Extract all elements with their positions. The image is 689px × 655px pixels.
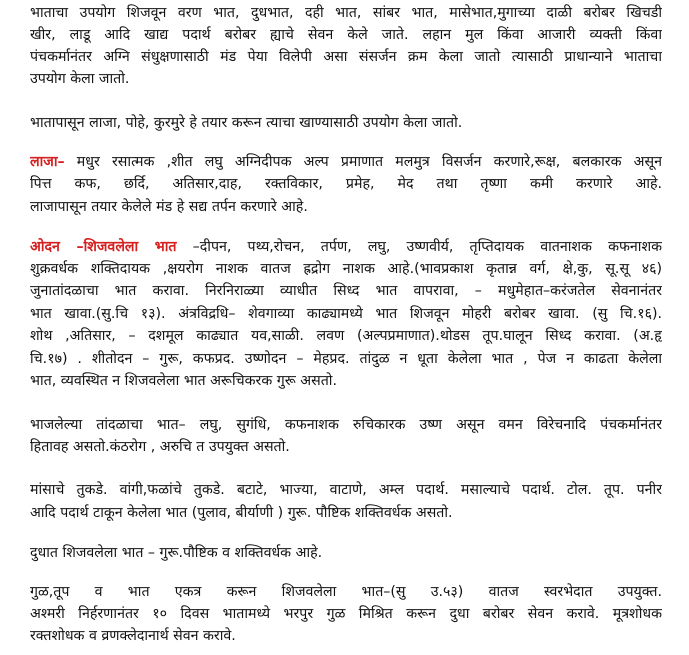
- odan-paragraph-line-4: भात खावा.(सु.चि १३). अंत्रविद्रधि– शेवगाव्या काढ्यामध्ये भात शिजवून मोहरी बरोबर खावा. (सु चि.१६).: [30, 306, 662, 322]
- odan-paragraph-line-3: जुनातांदळाचा भात करावा. निरनिराळ्या व्याधीत सिध्द भात वापरावा, – मधुमेहात–करंजतेल सेवनानंतर: [30, 283, 662, 299]
- paragraph-8-line-2: अश्मरी निर्हरणानंतर १० दिवस भातामध्ये भरपुर गुळ मिश्रित करून दुधा बरोबर सेवन करावे. मूत्रशोधक: [30, 606, 662, 622]
- odan-paragraph-line-6: चि.१७) . शीतोदन – गुरू, कफप्रद. उष्णोदन – मेहप्रद. तांदुळ न धूता केलेला भात , पेज न काढता केलेला: [30, 351, 662, 367]
- odan-paragraph-line-5: शोथ ,अतिसार, – दशमूल काढ्यात यव,साळी. लवण (अल्पप्रमाणात).थोडस तूप.घालून सिध्द करावा. (अ.हृ: [30, 328, 662, 344]
- paragraph-1-line-4: उपयोग केला जातो.: [30, 71, 130, 87]
- paragraph-1-line-3: पंचकर्मानंतर अग्नि संधुक्षणासाठी मंड पेया विलेपी असा संसर्जन क्रम केला जातो त्यासाठी प्राधान्याने भाताचा: [30, 49, 662, 65]
- paragraph-8-line-1: गुळ,तूप व भात एकत्र करून शिजवलेला भात–(सु उ.५३) वातज स्वरभेदात उपयुक्त.: [30, 584, 662, 600]
- paragraph-1-line-1: भाताचा उपयोग शिजवून वरण भात, दुधभात, दही भात, सांबर भात, मासेभात,मुगाच्या दाळी बरोबर खिचडी: [30, 5, 662, 21]
- odan-first-line-text: –दीपन, पथ्य,रोचन, तर्पण, लघु, उष्णवीर्य, तृप्तिदायक वातनाशक कफनाशक: [176, 239, 662, 255]
- paragraph-5-line-1: भाजलेल्या तांदळाचा भात– लघु, सुगंधि, कफनाशक रुचिकारक उष्ण असून वमन विरेचनादि पंचकर्मानंतर: [30, 417, 662, 433]
- odan-heading: ओदन –शिजवलेला भात: [30, 239, 177, 255]
- laja-paragraph-line-3: लाजापासून तयार केलेले मंड हे सद्य तर्पन करणारे आहे.: [30, 199, 308, 215]
- paragraph-2-line-1: भातापासून लाजा, पोहे, कुरमुरे हे तयार करून त्याचा खाण्यासाठी उपयोग केला जातो.: [30, 115, 463, 131]
- paragraph-6-line-1: मांसाचे तुकडे. वांगी,फळांचे तुकडे. बटाटे, भाज्या, वाटाणे, अम्ल पदार्थ. मसाल्याचे पदार्थ. टोल. तूप. पनीर: [30, 482, 662, 498]
- paragraph-6-line-2: आदि पदार्थ टाकून केलेला भात (पुलाव, बीर्याणी ) गुरू. पौष्टिक शक्तिवर्धक असतो.: [30, 505, 453, 521]
- odan-paragraph-line-2: शुक्रवर्धक शक्तिदायक ,क्षयरोग नाशक वातज ह्रद्रोग नाशक आहे.(भावप्रकाश कृतान्न वर्ग, क्षे,कु, सू.सू ४६): [30, 261, 662, 277]
- odan-paragraph-line-7: भात, व्यवस्थित न शिजवलेला भात अरूचिकरक गुरू असतो.: [30, 373, 337, 389]
- odan-paragraph-line-1: [30, 237, 662, 257]
- paragraph-1-line-2: खीर, लाडू आदि खाद्य पदार्थ बरोबर ह्याचे सेवन केले जाते. लहान मुल किंवा आजारी व्यक्ती किंवा: [30, 27, 662, 43]
- laja-paragraph-line-1: [30, 152, 662, 172]
- paragraph-7-line-1: दुधात शिजवलेला भात – गुरू.पौष्टिक व शक्तिवर्धक आहे.: [30, 545, 323, 561]
- laja-paragraph-line-2: पित्त कफ, छर्दि, अतिसार,दाह, रक्तविकार, प्रमेह, मेद तथा तृष्णा कमी करणारे आहे.: [30, 176, 662, 192]
- laja-heading: लाजा–: [30, 154, 65, 170]
- laja-first-line-text: मधुर रसात्मक ,शीत लघु अग्निदीपक अल्प प्रमाणात मलमुत्र विसर्जन करणारे,रूक्ष, बलकारक असून: [64, 154, 662, 170]
- paragraph-8-line-3: रक्तशोधक व व्रणक्लेदानार्थ सेवन करावे.: [30, 628, 236, 644]
- paragraph-5-line-2: हितावह असतो.कंठरोग , अरुचि त उपयुक्त असतो.: [30, 439, 290, 455]
